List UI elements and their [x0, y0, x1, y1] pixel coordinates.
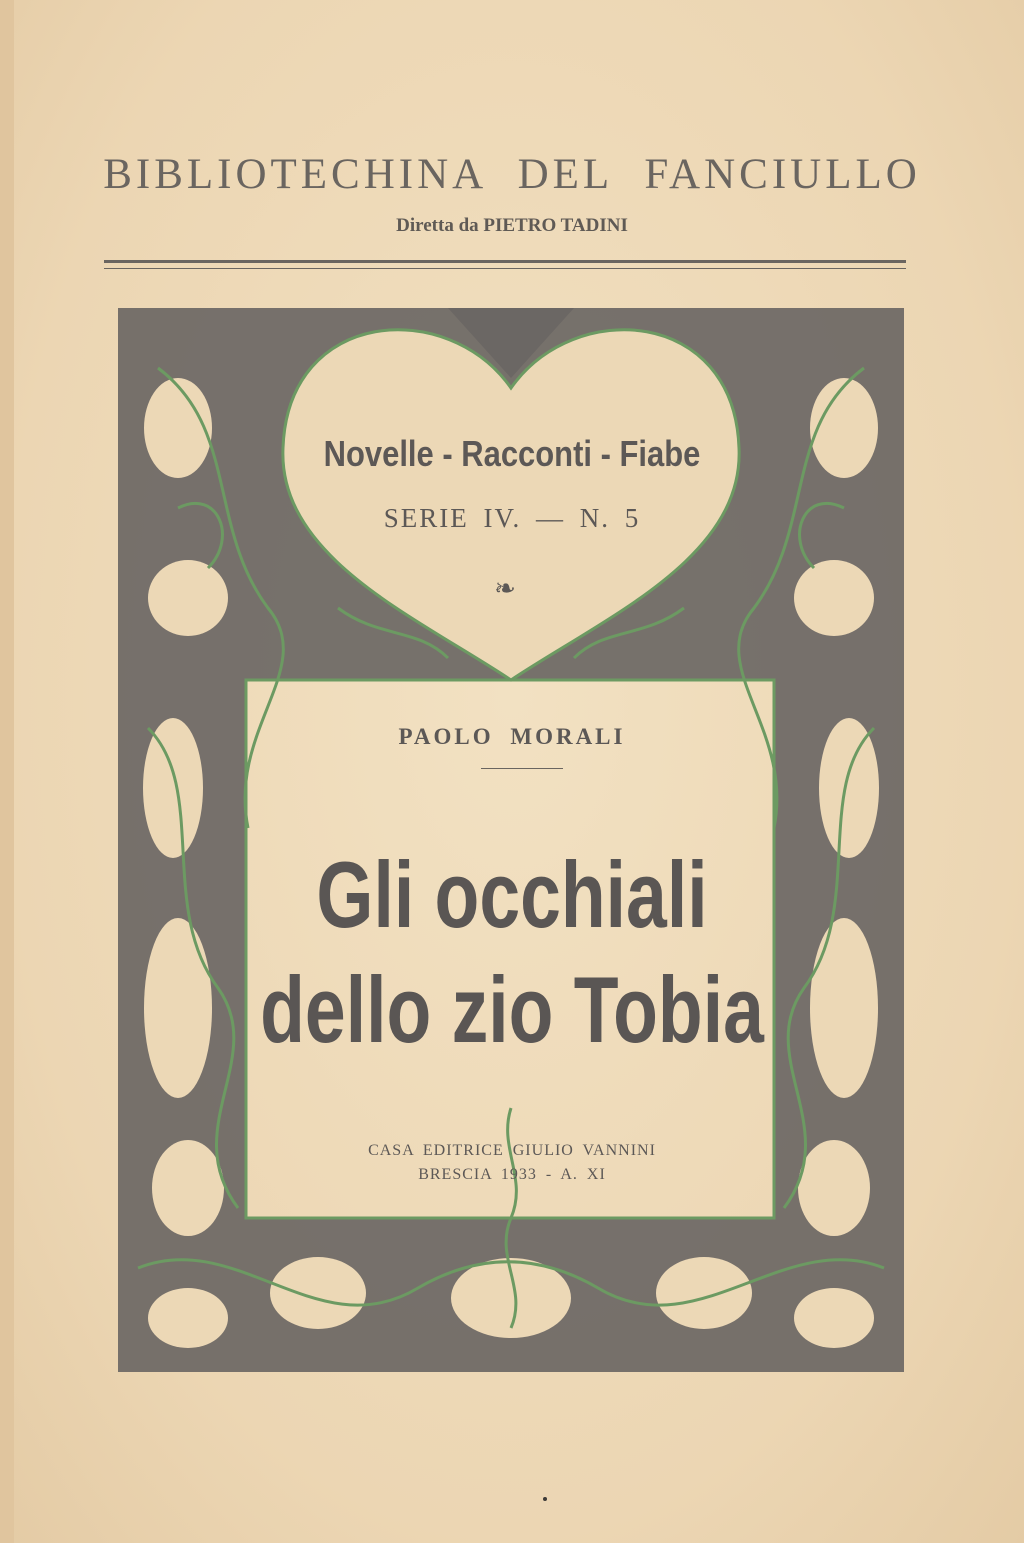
ornament-icon: ❧ [494, 574, 516, 603]
series-number: SERIE IV. — N. 5 [383, 503, 641, 533]
book-title-line2: dello zio Tobia [260, 957, 764, 1062]
director-credit: Diretta da PIETRO TADINI [396, 215, 628, 236]
header-rule [104, 260, 906, 263]
author-name: PAOLO MORALI [398, 724, 626, 749]
publisher: CASA EDITRICE GIULIO VANNINI [368, 1142, 656, 1159]
book-title-line1: Gli occhiali [316, 842, 708, 947]
series-name: BIBLIOTECHINA DEL FANCIULLO [103, 151, 921, 198]
place-date: BRESCIA 1933 - A. XI [418, 1166, 606, 1183]
collection-title: Novelle - Racconti - Fiabe [323, 433, 701, 474]
header-rule-thin [104, 268, 906, 269]
author-rule [481, 768, 563, 769]
print-speck [543, 1497, 547, 1501]
